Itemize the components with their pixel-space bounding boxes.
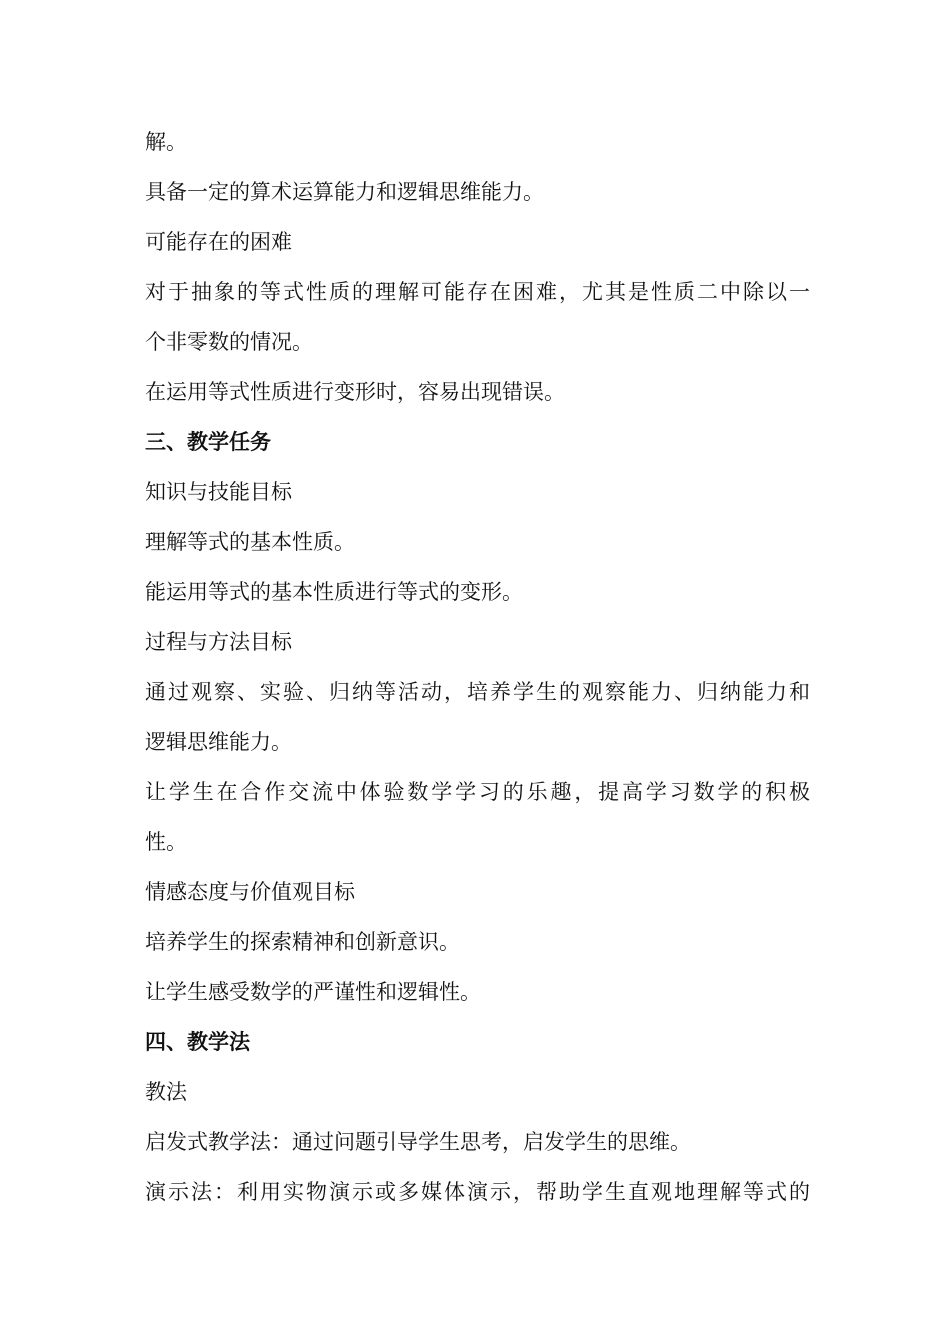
text-line: 通过观察、实验、归纳等活动，培养学生的观察能力、归纳能力和 xyxy=(145,680,810,704)
text-line: 具备一定的算术运算能力和逻辑思维能力。 xyxy=(145,180,544,204)
text-line: 性。 xyxy=(145,830,187,854)
text-line: 教法 xyxy=(145,1080,187,1104)
text-line: 解。 xyxy=(145,130,187,154)
text-line: 情感态度与价值观目标 xyxy=(145,880,355,904)
text-line: 演示法：利用实物演示或多媒体演示，帮助学生直观地理解等式的 xyxy=(145,1180,810,1204)
text-line: 理解等式的基本性质。 xyxy=(145,530,355,554)
text-line: 培养学生的探索精神和创新意识。 xyxy=(145,930,460,954)
text-line: 逻辑思维能力。 xyxy=(145,730,292,754)
text-line: 在运用等式性质进行变形时，容易出现错误。 xyxy=(145,380,565,404)
document-body xyxy=(145,117,810,1217)
text-line: 个非零数的情况。 xyxy=(145,330,313,354)
text-line: 可能存在的困难 xyxy=(145,230,292,254)
section-heading: 四、教学法 xyxy=(145,1030,250,1054)
text-line: 知识与技能目标 xyxy=(145,480,292,504)
text-line: 对于抽象的等式性质的理解可能存在困难，尤其是性质二中除以一 xyxy=(145,280,810,304)
text-line: 让学生感受数学的严谨性和逻辑性。 xyxy=(145,980,481,1004)
text-line: 能运用等式的基本性质进行等式的变形。 xyxy=(145,580,523,604)
text-line: 过程与方法目标 xyxy=(145,630,292,654)
section-heading: 三、教学任务 xyxy=(145,430,271,454)
text-line: 启发式教学法：通过问题引导学生思考，启发学生的思维。 xyxy=(145,1130,691,1154)
text-line: 让学生在合作交流中体验数学学习的乐趣，提高学习数学的积极 xyxy=(145,780,810,804)
